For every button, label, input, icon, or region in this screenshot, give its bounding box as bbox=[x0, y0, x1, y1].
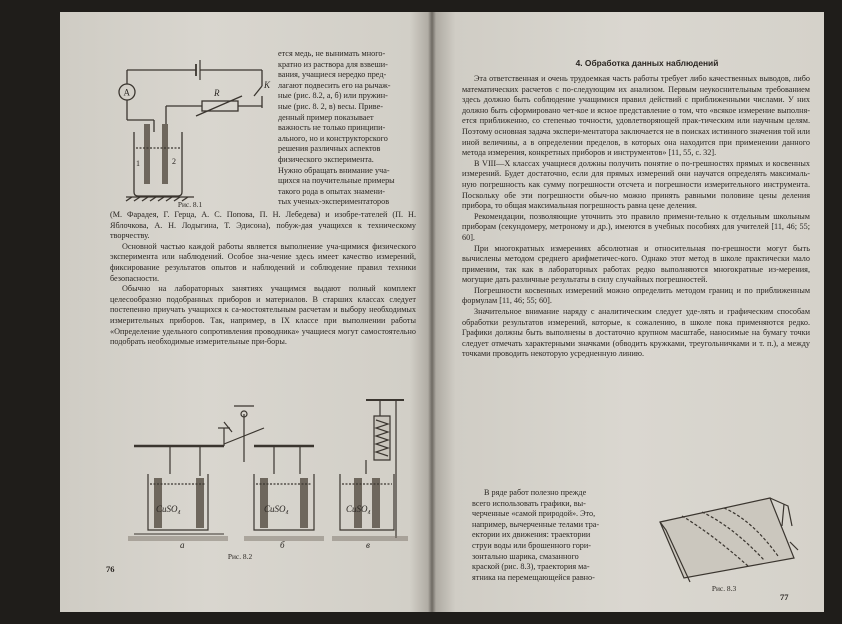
solution-label-b: CuSO₄ bbox=[264, 504, 289, 514]
final-wrap-text bbox=[472, 488, 648, 583]
wrap-line: В ряде работ полезно прежде bbox=[484, 488, 587, 497]
left-body-text bbox=[110, 210, 416, 348]
figure-8-2 bbox=[104, 388, 414, 548]
wrap-line: вания, учащиеся нередко пред- bbox=[278, 70, 387, 80]
right-page bbox=[432, 12, 824, 612]
paragraph: Обычно на лабораторных занятиях учащимся выдают полный комплект целесообразно подобранных приборов и материалов. В старших классах следует постепенно приучать учащихся к са-мостоятельным расчетам и выбору необходимых измерительных приборов. Так, например, в IX классе при выполнении работы «Определение удельного сопротивления проводника» учащиеся могут самостоятельно подобрать необходимые измерительные при-боры. bbox=[110, 284, 416, 347]
paragraph: Погрешности косвенных измерений можно определить методом границ и по приближенным формулам [11, 46; 55; 60]. bbox=[462, 285, 810, 306]
paragraph: Основной частью каждой работы является выполнение уча-щимися физического эксперимента или наблюдений. Особое зна-чение здесь имеет качество измерений, фиксирование результатов опытов и наблюдений и соблюдение правил техники безопасности. bbox=[110, 241, 416, 283]
wrap-text-block bbox=[278, 49, 416, 208]
wrap-line: такого рода в опытах знамени- bbox=[278, 186, 385, 196]
wrap-line: Нужно обращать внимание уча- bbox=[278, 165, 390, 175]
electrode-2-label: 2 bbox=[172, 157, 176, 166]
wrap-line: ные (рис. 8. 2, в) весы. Приве- bbox=[278, 101, 383, 111]
left-page bbox=[60, 12, 432, 612]
paragraph: При многократных измерениях абсолютная и относительная по-грешности могут быть вычислены методом среднего арифметичес-кого. Однако этот метод в школе практически мало применим, так как в лабораторных работах редко выполняются многократные из-мерения, могущие дать различные результаты в силу случайных погрешностей. bbox=[462, 243, 810, 285]
panel-label-b: б bbox=[280, 540, 285, 548]
wrap-line: ется медь, не вынимать много- bbox=[278, 49, 386, 58]
right-body-text bbox=[462, 74, 810, 360]
ammeter-label: A bbox=[123, 87, 130, 98]
paragraph: Эта ответственная и очень трудоемкая часть работы требует либо качественных выводов, либо математических расчетов с по-следующим их анализом. Первым неукоснительным требованием здесь должно быть соблюдение учащимися правил действий с приближенными числами. У них должно быть сформировано чет-кое и ясное представление о том, что «всякое измерение выполня-ется приближенно, со степенью точности, удовлетворяющей прак-тическим или научным целям. Поэтому основная задача экспери-ментатора заключается не в поисках истинного значения той или иной величины, а в определении пределов, в которых она находится при применении данного метода измерения, конкретных приборов и инструментов» [11, 55, с. 32]. bbox=[462, 74, 810, 158]
wrap-line: ные (рис. 8.2, а, б) или пружин- bbox=[278, 91, 388, 101]
fig-8-2-caption: Рис. 8.2 bbox=[227, 552, 253, 561]
wrap-line: например, вычерченные телами тра- bbox=[472, 519, 600, 529]
key-label: K bbox=[264, 80, 271, 90]
wrap-line: тых ученых-экспериментаторов bbox=[278, 197, 390, 207]
book-gutter bbox=[428, 12, 436, 612]
wrap-line: черченные «самой природой». Это, bbox=[472, 509, 596, 519]
fig-8-1-caption: Рис. 8.1 bbox=[177, 200, 203, 209]
solution-label-a: CuSO₄ bbox=[156, 504, 181, 514]
figure-8-3 bbox=[652, 486, 802, 586]
wrap-line: решения различных аспектов bbox=[278, 144, 381, 154]
fig-8-3-caption: Рис. 8.3 bbox=[711, 584, 737, 593]
wrap-line: денный пример показывает bbox=[278, 112, 374, 122]
paragraph: В VIII—X классах учащиеся должны получить понятие о по-грешностях прямых и косвенных измерений. Будет достаточно, если для прямых измерений они научатся определять максималь-ную погрешность как сумму погрешности отсчета и погрешности измерительного инструмента. Поскольку обе эти погрешности обыч-но можно принять равными половине цены деления прибора, то общая максимальная погрешность равна цене деления. bbox=[462, 158, 810, 211]
wrap-line: ального, но и конструкторского bbox=[278, 133, 388, 143]
paragraph: (М. Фарадея, Г. Герца, А. С. Попова, П. Н. Лебедева) и изобре-тателей (П. Н. Яблочкова, А. Н. Лодыгина, Т. Эдисона), побуж-дая учащихся к техническому творчеству. bbox=[110, 210, 416, 241]
wrap-line: лагают подвесить его на рычаж- bbox=[278, 80, 391, 90]
wrap-line: всего использовать графики, вы- bbox=[472, 498, 586, 508]
wrap-line: краской (рис. 8.3), траектория ма- bbox=[472, 562, 590, 572]
wrap-line: ектории их движения: траектории bbox=[472, 530, 591, 540]
wrap-line: ятника на перемещающейся равно- bbox=[472, 572, 595, 582]
panel-label-a: а bbox=[180, 540, 185, 548]
wrap-line: зонтально шарика, смазанного bbox=[472, 551, 579, 561]
section-title: 4. Обработка данных наблюдений bbox=[575, 58, 719, 68]
paragraph: Рекомендации, позволяющие уточнить это правило примени-тельно к отдельным школьным приборам (секундомеру, метроному и др.), имеются в учебных пособиях для учителей [11, 46; 55; 60]. bbox=[462, 211, 810, 242]
wrap-line: важность не только принципи- bbox=[278, 123, 386, 133]
solution-label-c: CuSO₄ bbox=[346, 504, 371, 514]
resistor-label: R bbox=[214, 88, 220, 98]
electrode-1-label: 1 bbox=[136, 159, 140, 168]
wrap-line: струи воды или брошенного гори- bbox=[472, 540, 591, 550]
figure-8-1 bbox=[114, 44, 284, 204]
paragraph: Значительное внимание наряду с аналитическим следует уде-лять и графическим способам обработки результатов измерений, которые, к сожалению, в школе пока применяются редко. Графики должны быть выполнены в достаточно крупном масштабе, наносимые на бумагу точки следует отмечать характерными значками (обводить кружками, треугольничками и т. п.), а между точками проводить некоторую усредненную линию. bbox=[462, 307, 810, 359]
wrap-line: кратно из раствора для взвеши- bbox=[278, 59, 388, 69]
wrap-line: физического эксперимента. bbox=[278, 154, 374, 164]
panel-label-c: в bbox=[366, 540, 370, 548]
page-number-right: 77 bbox=[780, 592, 789, 602]
wrap-line: щихся на поучительные примеры bbox=[278, 176, 395, 186]
page-number-left: 76 bbox=[106, 564, 115, 574]
